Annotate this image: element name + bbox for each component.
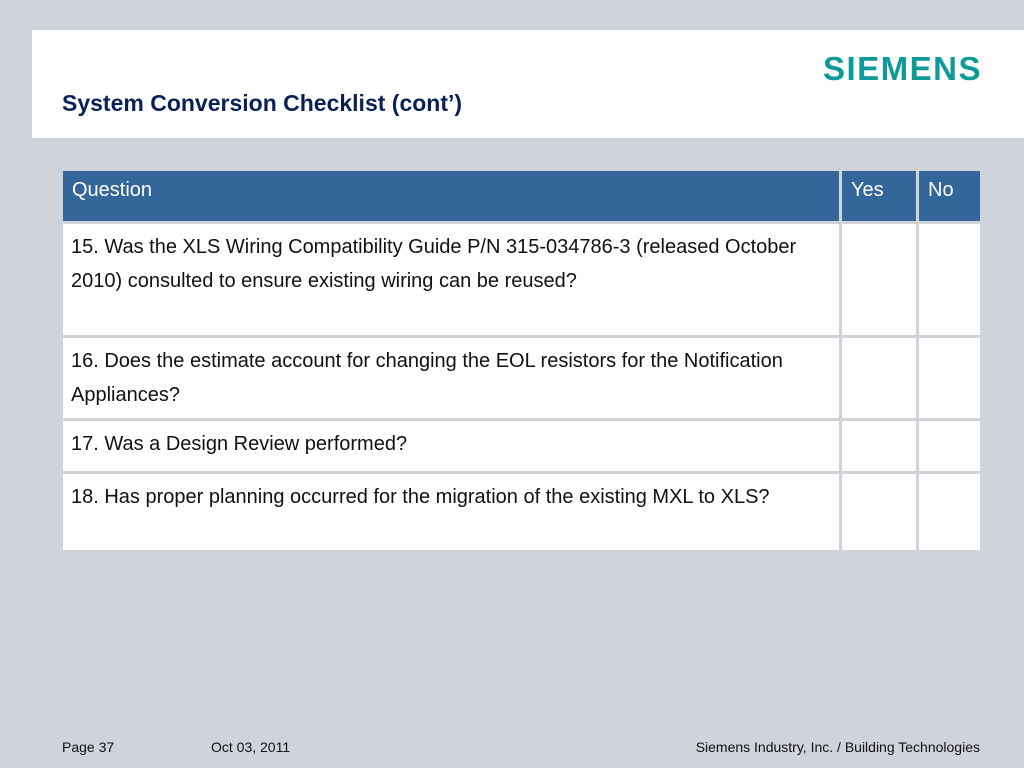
column-header-question: Question [63,171,839,221]
header-band [32,30,1024,138]
footer-date: Oct 03, 2011 [211,739,291,755]
no-cell[interactable] [919,338,980,418]
question-cell: 18. Has proper planning occurred for the migration of the existing MXL to XLS? [63,474,839,550]
table-header-row [63,171,980,221]
footer-company: Siemens Industry, Inc. / Building Technologies [695,739,980,755]
question-cell: 17. Was a Design Review performed? [63,421,839,471]
column-header-yes: Yes [842,171,916,221]
footer-page-number: Page 37 [62,739,115,755]
column-header-no: No [919,171,980,221]
yes-cell[interactable] [842,224,916,335]
slide-title: System Conversion Checklist (cont’) [62,90,463,116]
no-cell[interactable] [919,421,980,471]
yes-cell[interactable] [842,338,916,418]
no-cell[interactable] [919,474,980,550]
no-cell[interactable] [919,224,980,335]
table-row [63,224,980,335]
question-cell: 16. Does the estimate account for changing the EOL resistors for the Notification Appliances? [63,338,839,418]
yes-cell[interactable] [842,421,916,471]
table-row [63,421,980,471]
table-row [63,474,980,550]
yes-cell[interactable] [842,474,916,550]
checklist-table [60,168,983,553]
table-row [63,338,980,418]
siemens-logo: SIEMENS [822,50,982,87]
question-cell: 15. Was the XLS Wiring Compatibility Guide P/N 315-034786-3 (released October 2010) consulted to ensure existing wiring can be reused? [63,224,839,335]
